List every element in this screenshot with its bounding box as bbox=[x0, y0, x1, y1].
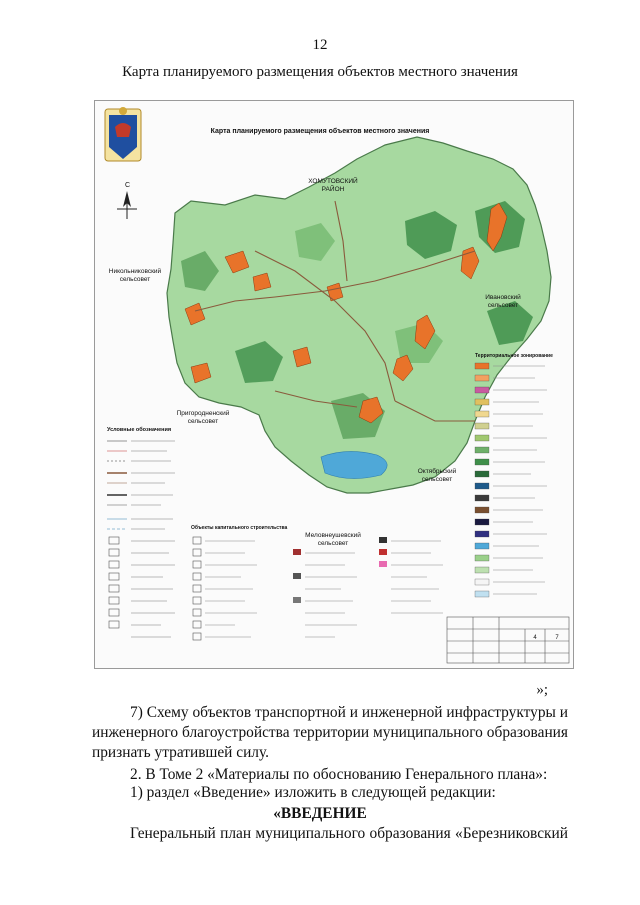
quote-close-mark: »; bbox=[536, 682, 548, 698]
legend-left bbox=[107, 426, 175, 637]
map-caption: Карта планируемого размещения объектов местного значения bbox=[122, 64, 518, 80]
land-use-map bbox=[95, 101, 573, 668]
north-arrow-icon bbox=[117, 182, 137, 219]
paragraph-volume-2: 2. В Томе 2 «Материалы по обоснованию Генерального плана»: bbox=[130, 766, 548, 783]
district-label-khomutovsky: РАЙОН bbox=[321, 186, 345, 193]
paragraph-7-line: инженерного благоустройства территории муниципального образования bbox=[92, 724, 568, 741]
stamp-sheet-number: 4 bbox=[533, 635, 537, 641]
district-label-ivanovsky: Ивановский bbox=[485, 294, 521, 301]
title-block-stamp bbox=[447, 617, 569, 663]
paragraph-7-line: признать утратившей силу. bbox=[92, 744, 269, 761]
district-label-nikolnikovsky: Никольниковский bbox=[108, 268, 162, 275]
paragraph-section-1: 1) раздел «Введение» изложить в следующей редакции: bbox=[130, 784, 496, 801]
compass-letter: С bbox=[125, 182, 131, 189]
district-label-oktyabrsky: сельсовет bbox=[421, 476, 453, 483]
legend-zoning bbox=[475, 353, 553, 597]
district-label-prigorodnensky: сельсовет bbox=[187, 418, 219, 425]
lake bbox=[321, 451, 387, 478]
coat-of-arms-icon bbox=[105, 107, 141, 161]
district-label-melovneushevsky: Меловнеушевский bbox=[305, 532, 361, 539]
map-inner-title: Карта планируемого размещения объектов местного значения bbox=[210, 128, 430, 135]
legend-mid-title: Объекты капитального строительства bbox=[191, 525, 288, 531]
stamp-sheet-total: 7 bbox=[555, 635, 559, 641]
page-number: 12 bbox=[312, 37, 328, 53]
district-label-nikolnikovsky: сельсовет bbox=[119, 276, 151, 283]
district-label-oktyabrsky: Октябрьский bbox=[417, 468, 457, 475]
district-label-melovneushevsky: сельсовет bbox=[317, 540, 349, 547]
district-label-khomutovsky: ХОМУТОВСКИЙ bbox=[308, 178, 358, 185]
paragraph-7 bbox=[92, 703, 568, 763]
district-label-prigorodnensky: Пригородненский bbox=[176, 410, 230, 417]
legend-right-title: Территориальное зонирование bbox=[475, 353, 553, 359]
map-figure bbox=[94, 100, 574, 669]
district-label-ivanovsky: сельсовет bbox=[487, 302, 519, 309]
legend-left-title: Условные обозначения bbox=[107, 427, 172, 433]
paragraph-general-plan: Генеральный план муниципального образования «Березниковский bbox=[130, 825, 568, 842]
heading-introduction: «ВВЕДЕНИЕ bbox=[273, 805, 367, 822]
paragraph-7-line: 7) Схему объектов транспортной и инженерной инфраструктуры и bbox=[130, 704, 568, 721]
